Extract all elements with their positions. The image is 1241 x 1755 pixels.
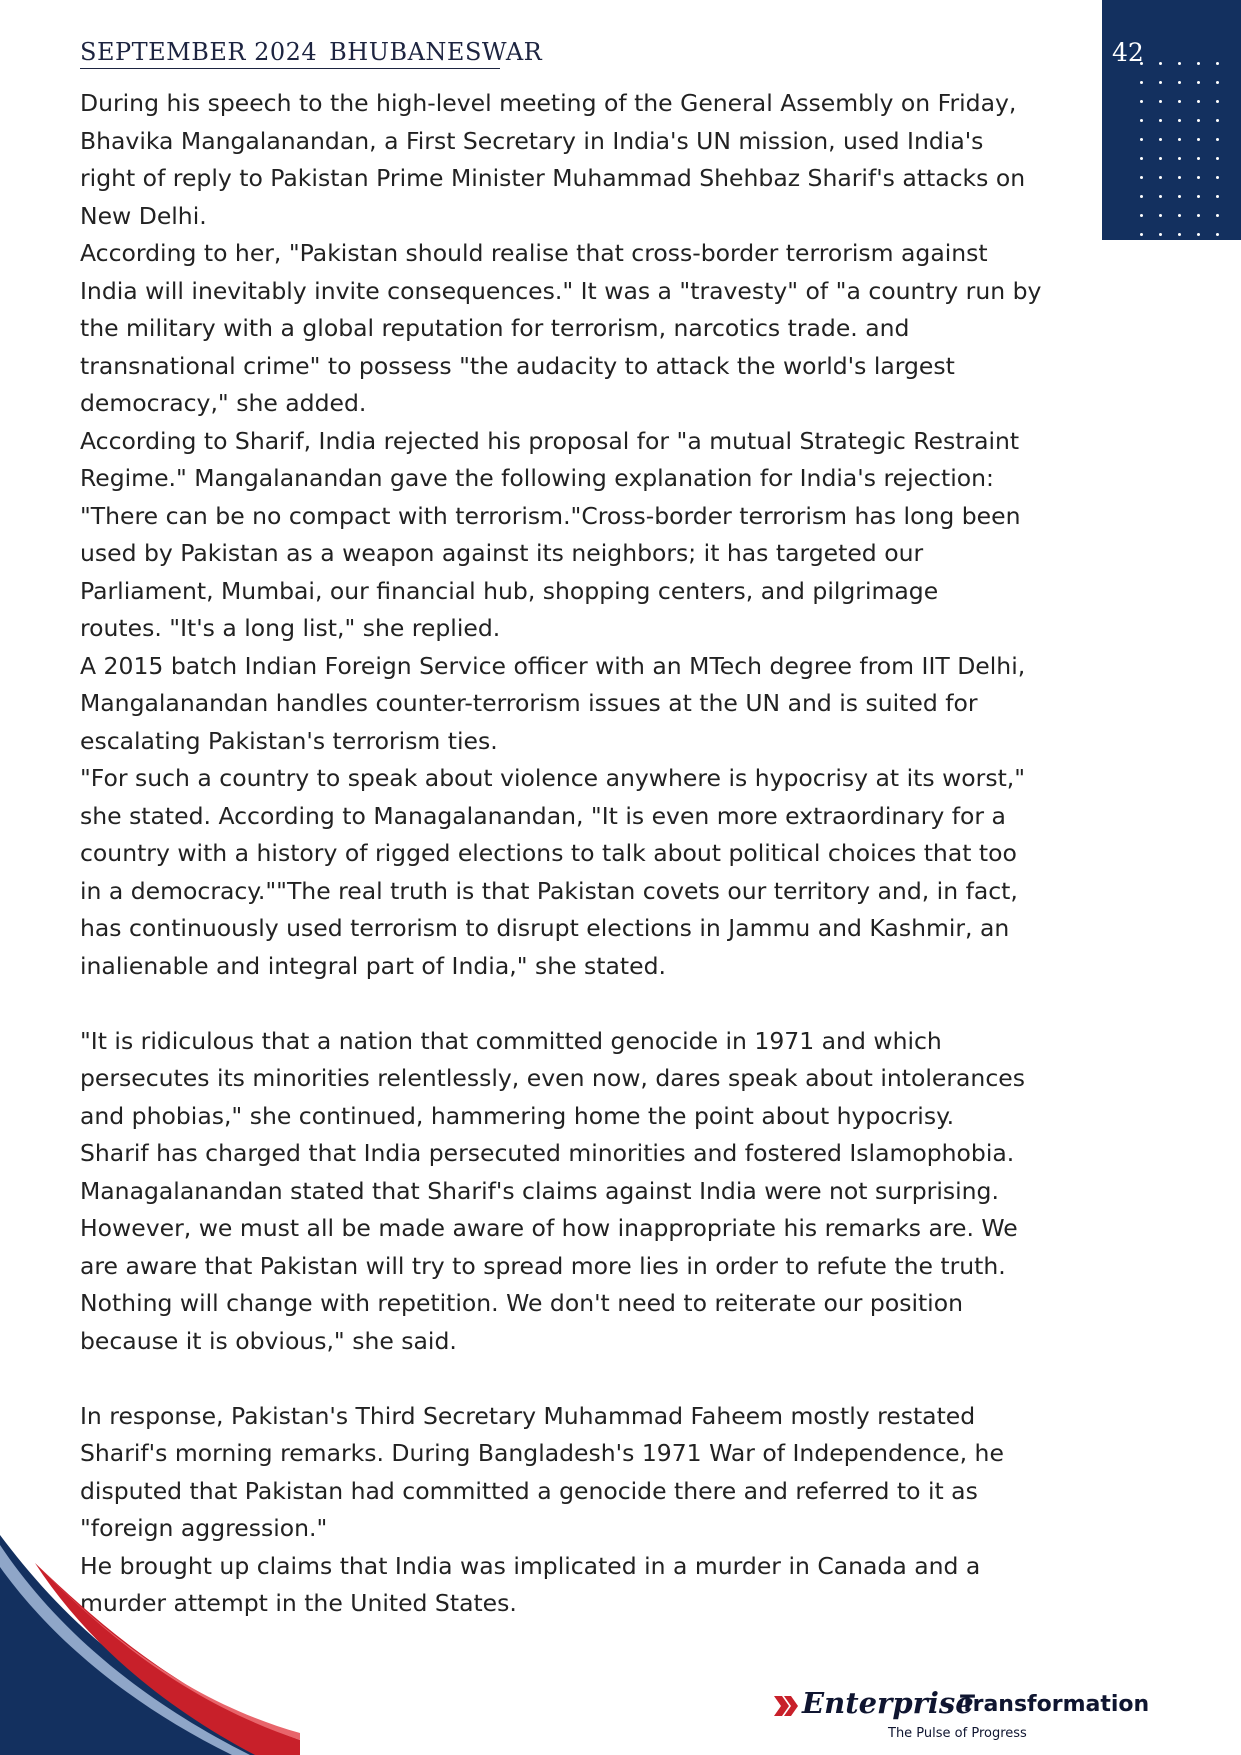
article-paragraph: "For such a country to speak about violence anywhere is hypocrisy at its worst," she stated. According to Managalanandan, "It is even more extraordinary for a country with a history of rigged elections to talk about political choices that too in a democracy.""The real truth is that Pakistan covets our territory and, in fact, has continuously used terrorism to disrupt elections in Jammu and Kashmir, an inalienable and integral part of India," she stated. [80, 764, 1026, 980]
dot [1197, 62, 1200, 65]
dot [1178, 138, 1181, 141]
issue-city: BHUBANESWAR [329, 38, 543, 66]
dot [1216, 119, 1219, 122]
dot [1178, 119, 1181, 122]
article-paragraph: In response, Pakistan's Third Secretary Muhammad Faheem mostly restated Sharif's morning remarks. During Bangladesh's 1971 War of Independence, he disputed that Pakistan had committed a genocide there and referred to it as "foreign aggression." [80, 1401, 1004, 1542]
dot [1216, 233, 1219, 236]
dot [1178, 100, 1181, 103]
article-body [80, 85, 1160, 1623]
issue-date: SEPTEMBER 2024 [80, 38, 318, 66]
dot [1178, 62, 1181, 65]
dot [1197, 100, 1200, 103]
dot [1216, 100, 1219, 103]
dot [1178, 176, 1181, 179]
dot [1197, 233, 1200, 236]
dot [1216, 195, 1219, 198]
dot [1159, 81, 1162, 84]
article-paragraph: During his speech to the high-level meeting of the General Assembly on Friday, Bhavika Mangalanandan, a First Secretary in India's UN mission, used India's right of reply to Pakistan Prime Minister Muhammad Shehbaz Sharif's attacks on New Delhi. [80, 89, 1026, 230]
dot [1216, 138, 1219, 141]
dot [1197, 176, 1200, 179]
dot [1216, 214, 1219, 217]
dot [1178, 214, 1181, 217]
article-paragraph: According to Sharif, India rejected his proposal for "a mutual Strategic Restraint Regime." Mangalanandan gave the following explanation for India's rejection: "There can be no compact with terrorism."Cross-border terrorism has long been used by Pakistan as a weapon against its neighbors; it has targeted our Parliament, Mumbai, our financial hub, shopping centers, and pilgrimage routes. "It's a long list," she replied. [80, 426, 1021, 642]
dot [1197, 119, 1200, 122]
dot [1159, 62, 1162, 65]
dot [1216, 176, 1219, 179]
dot [1178, 157, 1181, 160]
corner-swoosh-decoration [0, 1535, 300, 1755]
page-number: 42 [1112, 38, 1144, 67]
dot [1178, 233, 1181, 236]
dot [1216, 157, 1219, 160]
double-chevron-icon [772, 1692, 800, 1720]
article-paragraph: "It is ridiculous that a nation that committed genocide in 1971 and which persecutes its minorities relentlessly, even now, dares speak about intolerances and phobias," she continued, hammering home the point about hypocrisy. Sharif has charged that India persecuted minorities and fostered Islamophobia. Managalanandan stated that Sharif's claims against India were not surprising. However, we must all be made aware of how inappropriate his remarks are. We are aware that Pakistan will try to spread more lies in order to refute the truth. Nothing will change with repetition. We don't need to reiterate our position because it is obvious," she said. [80, 1026, 1025, 1355]
logo-tagline: The Pulse of Progress [888, 1726, 1027, 1741]
brand-logo [772, 1686, 1157, 1746]
dot [1140, 81, 1143, 84]
dot [1197, 157, 1200, 160]
dot [1197, 81, 1200, 84]
dot [1178, 195, 1181, 198]
logo-word-enterprise: Enterprise [802, 1686, 974, 1720]
article-paragraph: A 2015 batch Indian Foreign Service officer with an MTech degree from IIT Delhi, Mangalanandan handles counter-terrorism issues at the UN and is suited for escalating Pakistan's terrorism ties. [80, 651, 1026, 755]
logo-word-transformation: Transformation [960, 1692, 1150, 1717]
dot [1197, 214, 1200, 217]
dot [1216, 62, 1219, 65]
dot [1178, 81, 1181, 84]
page-header [80, 38, 543, 69]
dot [1197, 138, 1200, 141]
dot [1197, 195, 1200, 198]
dot [1216, 81, 1219, 84]
article-paragraph: He brought up claims that India was implicated in a murder in Canada and a murder attempt in the United States. [80, 1551, 981, 1617]
article-paragraph: According to her, "Pakistan should realise that cross-border terrorism against India will inevitably invite consequences." It was a "travesty" of "a country run by the military with a global reputation for terrorism, narcotics trade. and transnational crime" to possess "the audacity to attack the world's largest democracy," she added. [80, 239, 1042, 417]
